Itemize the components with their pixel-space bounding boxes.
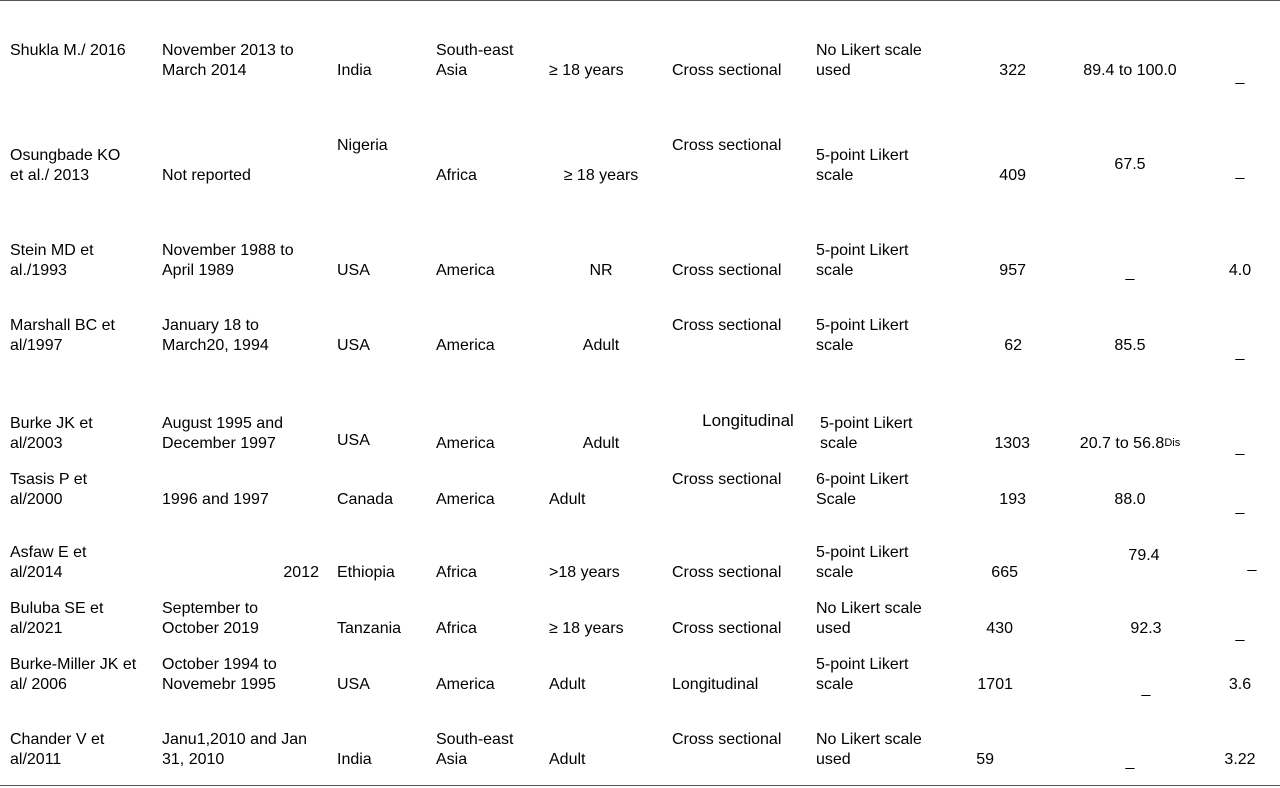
study-cell [10, 599, 103, 639]
cell-line: scale [816, 564, 854, 581]
design-cell [672, 675, 758, 695]
cell-text: India [337, 751, 372, 768]
cell-line: 5-point Likert [816, 242, 909, 259]
design-cell [672, 730, 781, 750]
superscript-note: Dis [1164, 437, 1181, 449]
sample-size-cell [994, 434, 1030, 454]
cell-line: December 1997 [162, 435, 276, 452]
cell-text: 665 [991, 564, 1018, 581]
cell-line: 5-point Likert [816, 656, 909, 673]
cell-text: 3.22 [1224, 751, 1256, 768]
cell-text: 430 [986, 620, 1013, 637]
cell-line: South-east [436, 731, 514, 748]
period-cell [162, 730, 307, 770]
study-cell [10, 146, 120, 186]
region-cell [436, 434, 495, 454]
satisfaction-rate-cell [1114, 155, 1145, 175]
cell-line: November 2013 to [162, 42, 294, 59]
cell-line: April 1989 [162, 262, 235, 279]
cell-line: Burke-Miller JK et [10, 656, 137, 673]
cell-line: scale [816, 262, 854, 279]
cell-text: >18 years [549, 564, 620, 581]
study-cell [10, 655, 136, 695]
cell-text: _ [1141, 680, 1151, 697]
sample-size-cell [999, 261, 1026, 281]
age-cell [549, 750, 585, 770]
cell-line: scale [816, 676, 854, 693]
cell-line: scale [816, 167, 854, 184]
region-cell [436, 619, 477, 639]
cell-text: India [337, 62, 372, 79]
cell-line: Africa [436, 620, 477, 637]
country-cell [337, 136, 388, 156]
satisfaction-rate-cell [1080, 434, 1180, 454]
age-cell [549, 563, 620, 583]
cell-line: al/ 2006 [10, 676, 67, 693]
design-cell [672, 261, 781, 281]
satisfaction-rate-cell [1126, 752, 1135, 772]
cell-line: al/2000 [10, 491, 63, 508]
scale-cell [816, 146, 909, 186]
cell-text: Cross sectional [672, 262, 782, 279]
period-cell [162, 316, 269, 356]
cell-line: al./1993 [10, 262, 67, 279]
period-cell [162, 166, 251, 186]
cell-text: USA [337, 262, 370, 279]
region-cell [436, 675, 495, 695]
cell-text: USA [337, 432, 370, 449]
cell-text: 3.6 [1228, 676, 1252, 693]
cell-text: Canada [337, 491, 394, 508]
cell-text: 193 [999, 491, 1026, 508]
cell-line: Africa [436, 564, 477, 581]
scale-cell [816, 316, 909, 356]
design-cell [672, 563, 781, 583]
cell-line: America [436, 337, 495, 354]
satisfaction-rate-cell [1083, 61, 1176, 81]
cell-line: used [816, 62, 851, 79]
country-cell [337, 750, 372, 770]
sample-size-cell [999, 490, 1026, 510]
cell-text: 88.0 [1114, 491, 1146, 508]
cell-text: Cross sectional [672, 564, 782, 581]
cell-line: Africa [436, 167, 477, 184]
mean-score-cell [1236, 438, 1245, 458]
cell-text: ≥ 18 years [563, 167, 639, 184]
study-cell [10, 316, 115, 356]
region-cell [436, 563, 477, 583]
period-cell [162, 414, 283, 454]
cell-text: 85.5 [1114, 337, 1146, 354]
sample-size-cell [999, 61, 1026, 81]
cell-text: Cross sectional [672, 620, 782, 637]
cell-text: _ [1235, 498, 1245, 515]
cell-text: 92.3 [1130, 620, 1162, 637]
age-cell [583, 336, 619, 356]
cell-line: Buluba SE et [10, 600, 104, 617]
cell-text: 1701 [977, 676, 1013, 693]
cell-line: used [816, 751, 851, 768]
cell-line: 2012 [283, 564, 319, 581]
cell-line: No Likert scale [816, 42, 922, 59]
cell-text: Cross sectional [672, 471, 782, 488]
cell-line: 31, 2010 [162, 751, 225, 768]
cell-line: America [436, 262, 495, 279]
cell-text: 1303 [994, 435, 1030, 452]
cell-text: Longitudinal [702, 411, 794, 430]
cell-text: Cross sectional [672, 137, 782, 154]
cell-text: USA [337, 337, 370, 354]
scale-cell [816, 655, 909, 695]
study-cell [10, 543, 86, 583]
cell-line: Asia [436, 62, 468, 79]
region-cell [436, 336, 495, 356]
scale-cell [816, 543, 909, 583]
cell-text: _ [1235, 625, 1245, 642]
mean-score-cell [1248, 554, 1257, 574]
cell-text: Ethiopia [337, 564, 395, 581]
mean-score-cell [1229, 261, 1251, 281]
cell-line: America [436, 676, 495, 693]
country-cell [337, 675, 370, 695]
cell-text: Tanzania [337, 620, 402, 637]
table-bottom-rule [0, 785, 1280, 786]
country-cell [337, 336, 370, 356]
cell-line: 5-point Likert [816, 544, 909, 561]
period-cell [283, 563, 319, 583]
cell-text: 4.0 [1228, 262, 1252, 279]
cell-text: 59 [976, 751, 994, 768]
country-cell [337, 563, 395, 583]
study-cell [10, 41, 126, 61]
cell-line: al/2021 [10, 620, 63, 637]
satisfaction-rate-cell [1130, 619, 1161, 639]
cell-line: Asfaw E et [10, 544, 87, 561]
period-cell [162, 599, 259, 639]
cell-line: al/1997 [10, 337, 63, 354]
sample-size-cell [986, 619, 1013, 639]
country-cell [337, 431, 370, 451]
sample-size-cell [999, 166, 1026, 186]
cell-text: _ [1235, 163, 1245, 180]
cell-text: 62 [1004, 337, 1022, 354]
cell-line: Scale [816, 491, 857, 508]
design-cell [672, 316, 781, 336]
satisfaction-rate-cell [1126, 263, 1135, 283]
cell-text: NR [589, 262, 613, 279]
cell-line: Marshall BC et [10, 317, 115, 334]
cell-line: America [436, 435, 495, 452]
age-cell [549, 490, 585, 510]
region-cell [436, 261, 495, 281]
age-cell [583, 434, 619, 454]
scale-cell [816, 599, 922, 639]
cell-text: Cross sectional [672, 62, 782, 79]
cell-text: Adult [582, 337, 620, 354]
cell-line: 6-point Likert [816, 471, 909, 488]
mean-score-cell [1236, 624, 1245, 644]
cell-line: September to [162, 600, 259, 617]
cell-text: 409 [999, 167, 1026, 184]
cell-text: ≥ 18 years [549, 620, 624, 637]
country-cell [337, 261, 370, 281]
country-cell [337, 619, 401, 639]
scale-cell [820, 414, 913, 454]
cell-text: 20.7 to 56.8 [1079, 435, 1165, 452]
period-cell [162, 490, 269, 510]
satisfaction-rate-cell [1128, 546, 1159, 566]
cell-line: Shukla M./ 2016 [10, 42, 126, 59]
cell-line: America [436, 491, 495, 508]
age-cell [549, 675, 585, 695]
cell-line: Not reported [162, 167, 251, 184]
cell-line: al/2011 [10, 751, 62, 768]
period-cell [162, 41, 294, 81]
cell-text: _ [1125, 753, 1135, 770]
cell-text: Adult [549, 491, 586, 508]
cell-line: Janu1,2010 and Jan [162, 731, 308, 748]
period-cell [162, 241, 294, 281]
cell-line: Novemebr 1995 [162, 676, 276, 693]
study-cell [10, 241, 94, 281]
country-cell [337, 61, 372, 81]
region-cell [436, 41, 513, 81]
cell-line: 5-point Likert [820, 415, 913, 432]
design-cell [672, 619, 781, 639]
cell-text: ≥ 18 years [549, 62, 624, 79]
cell-text: Adult [549, 676, 586, 693]
scale-cell [816, 241, 909, 281]
sample-size-cell [977, 675, 1013, 695]
cell-line: 1996 and 1997 [162, 491, 269, 508]
sample-size-cell [991, 563, 1018, 583]
cell-text: _ [1235, 68, 1245, 85]
cell-text: 322 [999, 62, 1026, 79]
cell-text: Cross sectional [672, 317, 782, 334]
cell-text: _ [1247, 555, 1257, 572]
cell-text: _ [1125, 264, 1135, 281]
cell-text: USA [337, 676, 370, 693]
mean-score-cell [1236, 67, 1245, 87]
cell-line: Burke JK et [10, 415, 93, 432]
mean-score-cell [1224, 750, 1255, 770]
region-cell [436, 730, 513, 770]
mean-score-cell [1236, 162, 1245, 182]
cell-text: Adult [549, 751, 586, 768]
period-cell [162, 655, 277, 695]
cell-line: August 1995 and [162, 415, 283, 432]
cell-line: al/2003 [10, 435, 63, 452]
cell-line: al/2014 [10, 564, 63, 581]
cell-line: Asia [436, 751, 468, 768]
cell-line: November 1988 to [162, 242, 294, 259]
cell-text: 79.4 [1128, 547, 1160, 564]
cell-line: Tsasis P et [10, 471, 88, 488]
cell-line: No Likert scale [816, 600, 922, 617]
cell-line: used [816, 620, 851, 637]
cell-text: Adult [582, 435, 620, 452]
scale-cell [816, 41, 922, 81]
cell-text: 89.4 to 100.0 [1083, 62, 1177, 79]
satisfaction-rate-cell [1114, 490, 1145, 510]
region-cell [436, 166, 477, 186]
cell-line: No Likert scale [816, 731, 922, 748]
cell-line: March20, 1994 [162, 337, 269, 354]
cell-line: South-east [436, 42, 514, 59]
design-cell [672, 61, 781, 81]
cell-line: Stein MD et [10, 242, 94, 259]
design-cell [672, 470, 781, 490]
cell-line: March 2014 [162, 62, 247, 79]
age-cell [549, 61, 624, 81]
scale-cell [816, 730, 922, 770]
cell-text: Longitudinal [672, 676, 759, 693]
cell-line: et al./ 2013 [10, 167, 90, 184]
mean-score-cell [1236, 497, 1245, 517]
table-top-rule [0, 0, 1280, 1]
study-cell [10, 470, 87, 510]
cell-text: 957 [999, 262, 1026, 279]
study-cell [10, 730, 104, 770]
cell-line: 5-point Likert [816, 317, 909, 334]
age-cell [589, 261, 612, 281]
sample-size-cell [976, 750, 994, 770]
age-cell [564, 166, 639, 186]
cell-line: Chander V et [10, 731, 105, 748]
cell-line: October 2019 [162, 620, 259, 637]
cell-line: scale [820, 435, 858, 452]
cell-line: October 1994 to [162, 656, 277, 673]
design-cell [702, 411, 794, 431]
cell-line: Osungbade KO [10, 147, 121, 164]
mean-score-cell [1229, 675, 1251, 695]
cell-text: _ [1235, 439, 1245, 456]
satisfaction-rate-cell [1114, 336, 1145, 356]
cell-line: January 18 to [162, 317, 259, 334]
cell-line: scale [816, 337, 854, 354]
cell-text: 67.5 [1114, 156, 1146, 173]
cell-line: 5-point Likert [816, 147, 909, 164]
study-cell [10, 414, 93, 454]
country-cell [337, 490, 393, 510]
satisfaction-rate-cell [1142, 679, 1151, 699]
design-cell [672, 136, 781, 156]
cell-text: Cross sectional [672, 731, 782, 748]
cell-text: Nigeria [337, 137, 388, 154]
scale-cell [816, 470, 909, 510]
sample-size-cell [1004, 336, 1022, 356]
cell-text: _ [1235, 344, 1245, 361]
region-cell [436, 490, 495, 510]
mean-score-cell [1236, 343, 1245, 363]
age-cell [549, 619, 624, 639]
